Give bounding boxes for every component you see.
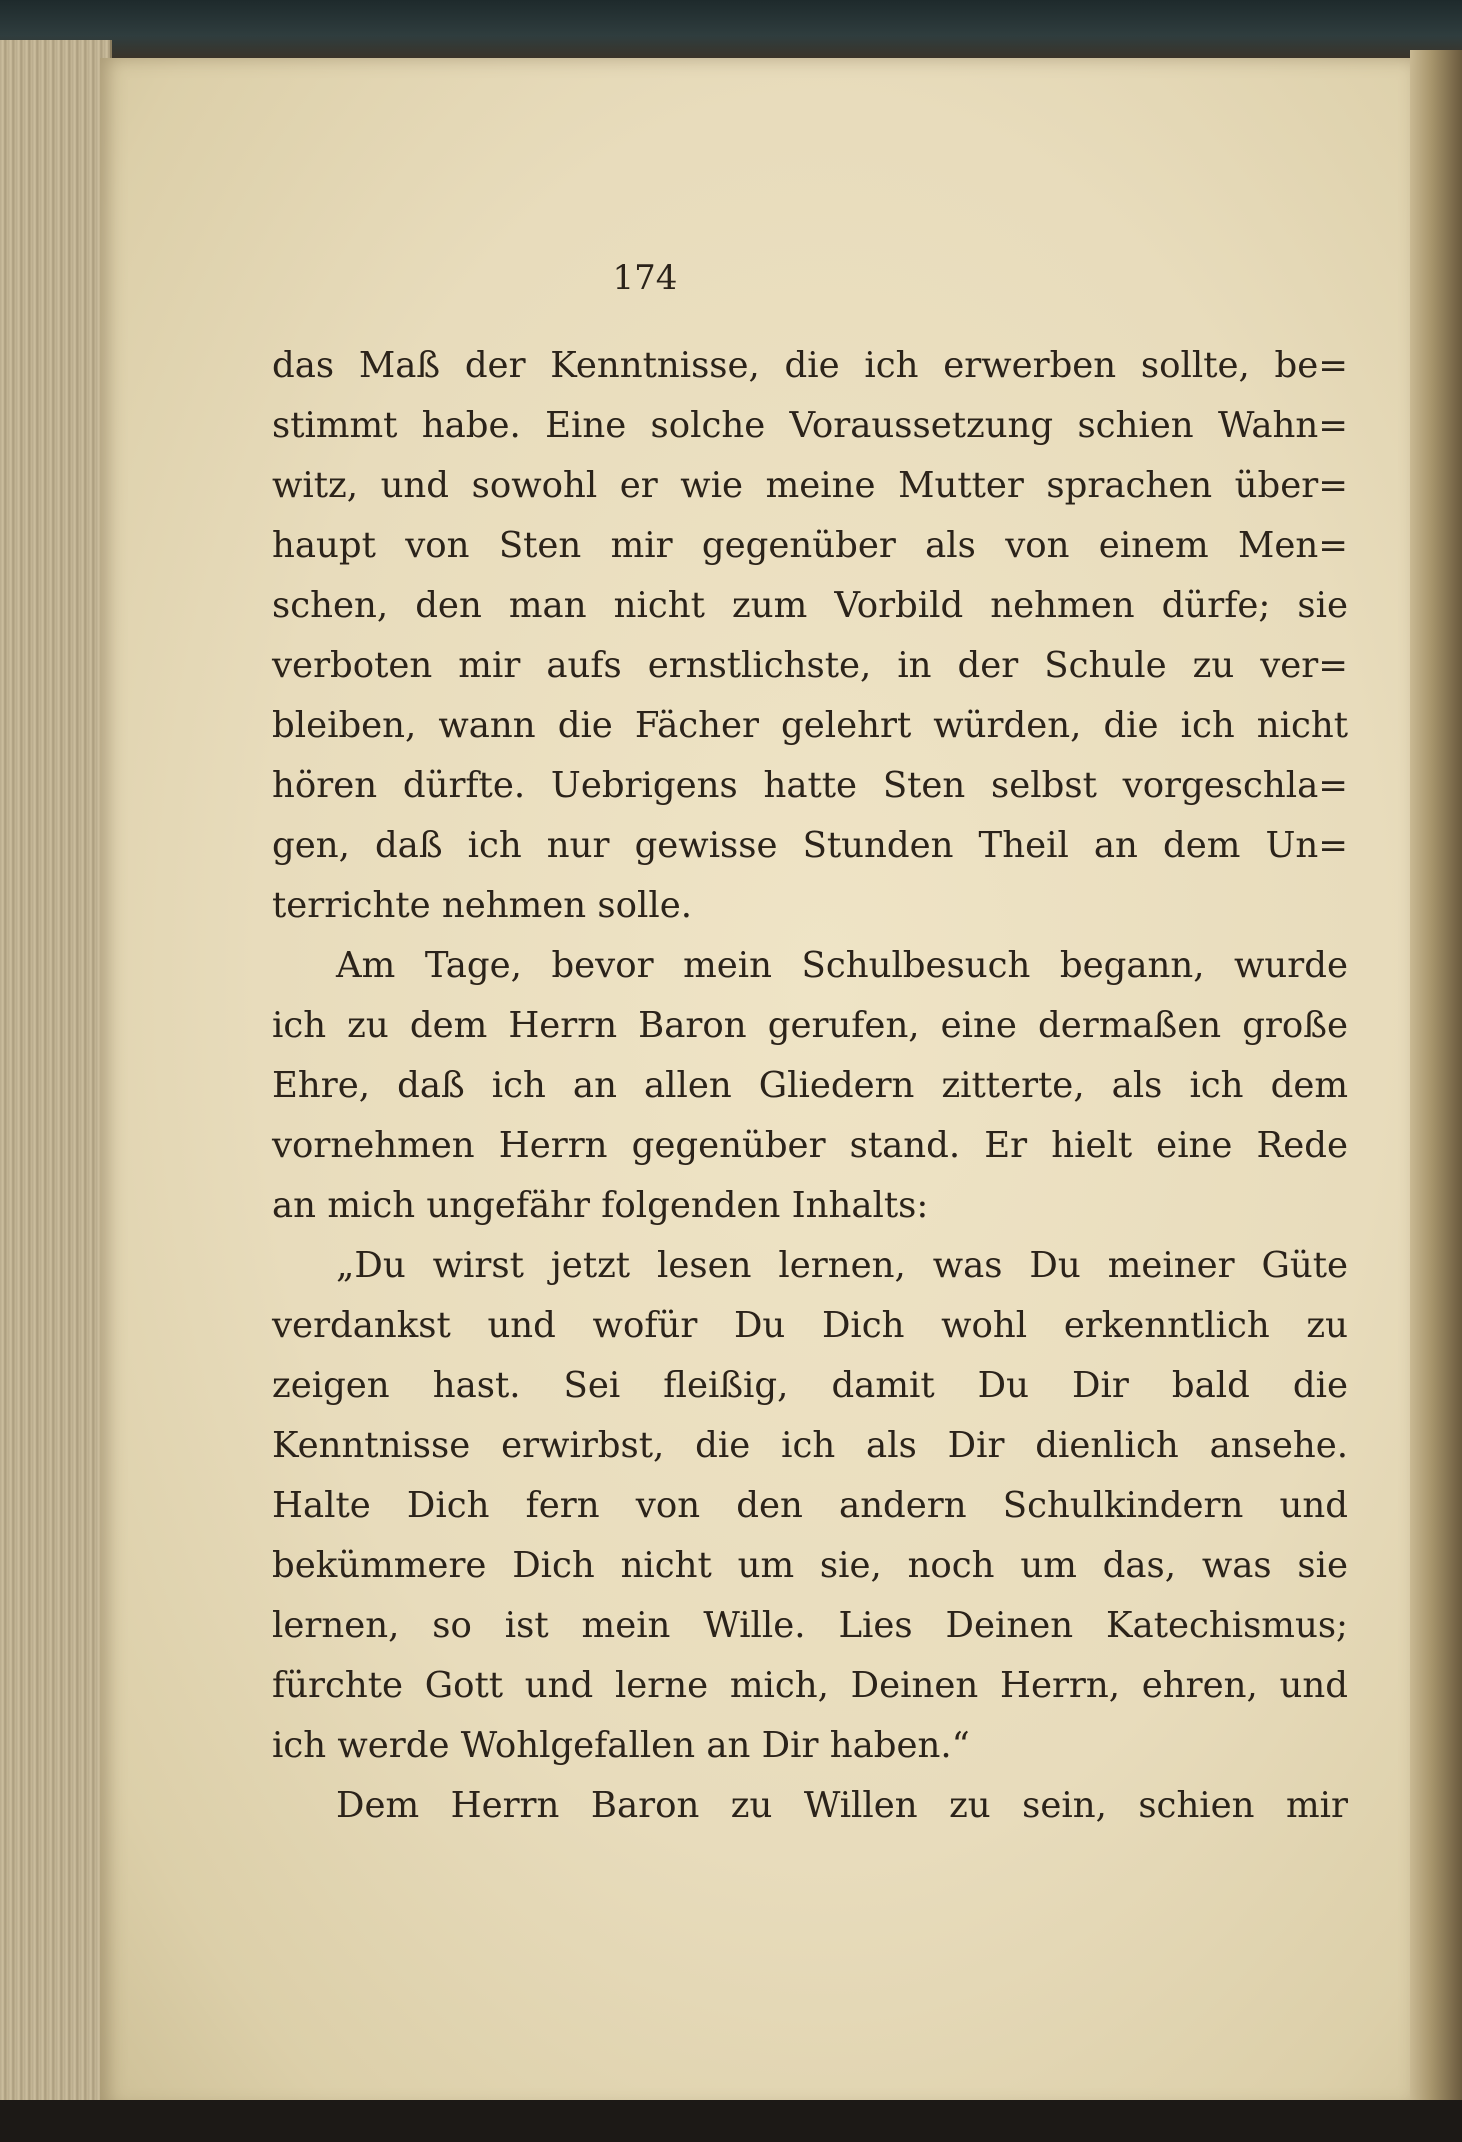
text-line: Am Tage, bevor mein Schulbesuch begann, wurde: [336, 945, 1348, 986]
text-line: vornehmen Herrn gegenüber stand. Er hielt eine Rede: [272, 1125, 1348, 1166]
text-line: fürchte Gott und lerne mich, Deinen Herrn, ehren, und: [272, 1665, 1348, 1706]
text-line: Kenntnisse erwirbst, die ich als Dir dienlich ansehe.: [272, 1425, 1348, 1466]
bottom-edge: [0, 2100, 1462, 2142]
page-text: [272, 336, 1348, 1836]
text-line: verboten mir aufs ernstlichste, in der Schule zu ver=: [272, 645, 1348, 686]
text-line: bekümmere Dich nicht um sie, noch um das, was sie: [272, 1545, 1348, 1586]
text-line: Ehre, daß ich an allen Gliedern zitterte, als ich dem: [272, 1065, 1348, 1106]
page-stack-edge: [0, 40, 112, 2100]
text-line: gen, daß ich nur gewisse Stunden Theil an dem Un=: [272, 825, 1348, 866]
text-line: ich werde Wohlgefallen an Dir haben.“: [272, 1725, 970, 1766]
text-line: terrichte nehmen solle.: [272, 885, 693, 926]
text-line: hören dürfte. Uebrigens hatte Sten selbst vorgeschla=: [272, 765, 1348, 806]
binding-edge: [1410, 50, 1462, 2110]
text-line: zeigen hast. Sei fleißig, damit Du Dir bald die: [272, 1365, 1348, 1406]
text-line: Halte Dich fern von den andern Schulkindern und: [272, 1485, 1348, 1526]
text-line: an mich ungefähr folgenden Inhalts:: [272, 1185, 929, 1226]
text-line: lernen, so ist mein Wille. Lies Deinen Katechismus;: [272, 1605, 1348, 1646]
text-line: das Maß der Kenntnisse, die ich erwerben sollte, be=: [272, 345, 1348, 386]
text-line: witz, und sowohl er wie meine Mutter sprachen über=: [272, 465, 1348, 506]
text-line: „Du wirst jetzt lesen lernen, was Du meiner Güte: [336, 1245, 1348, 1286]
cover-edge: [0, 0, 1462, 60]
page-number: 174: [612, 258, 678, 298]
text-line: bleiben, wann die Fächer gelehrt würden, die ich nicht: [272, 705, 1348, 746]
text-line: Dem Herrn Baron zu Willen zu sein, schien mir: [336, 1785, 1348, 1826]
text-line: stimmt habe. Eine solche Voraussetzung schien Wahn=: [272, 405, 1348, 446]
text-line: verdankst und wofür Du Dich wohl erkenntlich zu: [272, 1305, 1348, 1346]
text-line: schen, den man nicht zum Vorbild nehmen dürfe; sie: [272, 585, 1348, 626]
text-line: haupt von Sten mir gegenüber als von einem Men=: [272, 525, 1348, 566]
text-line: ich zu dem Herrn Baron gerufen, eine dermaßen große: [272, 1005, 1348, 1046]
